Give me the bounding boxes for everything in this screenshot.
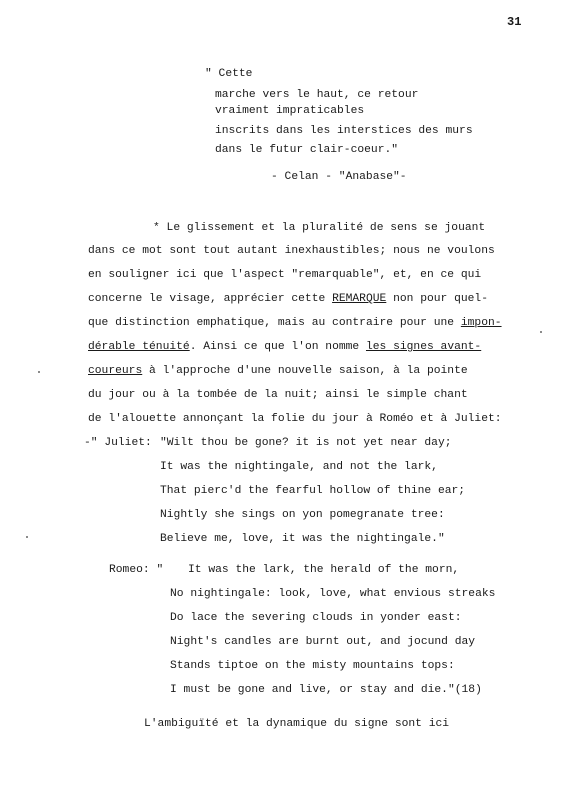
underlined-text: impon-: [460, 317, 502, 329]
verse-line: Believe me, love, it was the nightingale.": [160, 533, 445, 545]
underlined-text: dérable ténuité: [88, 341, 190, 353]
paper-speck: [38, 371, 40, 373]
paragraph-line: * Le glissement et la pluralité de sens se jouant: [153, 222, 486, 234]
text-run: à l'approche d'une nouvelle saison, à la pointe: [142, 365, 468, 377]
verse-line: It was the nightingale, and not the lark,: [160, 461, 438, 473]
underlined-text: REMARQUE: [332, 293, 387, 305]
paragraph-line: [88, 292, 488, 306]
paragraph-line: de l'alouette annonçant la folie du jour à Roméo et à Juliet:: [88, 413, 502, 425]
paragraph-line: en souligner ici que l'aspect "remarquable", et, en ce qui: [88, 269, 482, 281]
verse-line: "Wilt thou be gone? it is not yet near day;: [160, 437, 452, 449]
paper-speck: [26, 536, 28, 538]
epigraph-line: dans le futur clair-coeur.": [215, 144, 399, 156]
epigraph-attribution: - Celan - "Anabase"-: [271, 171, 407, 183]
epigraph-line: " Cette: [205, 68, 253, 80]
paragraph-line: du jour ou à la tombée de la nuit; ainsi le simple chant: [88, 389, 468, 401]
paragraph-line: dans ce mot sont tout autant inexhaustibles; nous ne voulons: [88, 245, 495, 257]
text-run: concerne le visage, apprécier cette: [88, 293, 333, 305]
page-number: 31: [507, 15, 522, 29]
paragraph-line: [88, 364, 468, 378]
verse-line: No nightingale: look, love, what envious streaks: [170, 588, 496, 600]
text-run: . Ainsi ce que l'on nomme: [189, 341, 366, 353]
text-run: non pour quel-: [386, 293, 488, 305]
closing-line: L'ambiguïté et la dynamique du signe sont ici: [144, 718, 450, 730]
verse-line: Stands tiptoe on the misty mountains tops:: [170, 660, 455, 672]
paper-speck: [540, 331, 542, 333]
verse-line: Night's candles are burnt out, and jocund day: [170, 636, 476, 648]
underlined-text: coureurs: [88, 365, 143, 377]
verse-line: Nightly she sings on yon pomegranate tree:: [160, 509, 445, 521]
speaker-label: -" Juliet:: [84, 437, 152, 449]
speaker-label: Romeo: ": [109, 564, 164, 576]
epigraph-line: marche vers le haut, ce retour: [215, 89, 419, 101]
underlined-text: les signes avant-: [365, 341, 482, 353]
paragraph-line: [88, 316, 502, 330]
text-run: que distinction emphatique, mais au contraire pour une: [88, 317, 461, 329]
epigraph-line: inscrits dans les interstices des murs: [215, 125, 473, 137]
verse-line: That pierc'd the fearful hollow of thine ear;: [160, 485, 466, 497]
paragraph-line: [88, 340, 481, 354]
verse-line: I must be gone and live, or stay and die."(18): [170, 684, 482, 696]
verse-line: Do lace the severing clouds in yonder east:: [170, 612, 462, 624]
epigraph-line: vraiment impraticables: [215, 105, 365, 117]
verse-line: It was the lark, the herald of the morn,: [188, 564, 460, 576]
